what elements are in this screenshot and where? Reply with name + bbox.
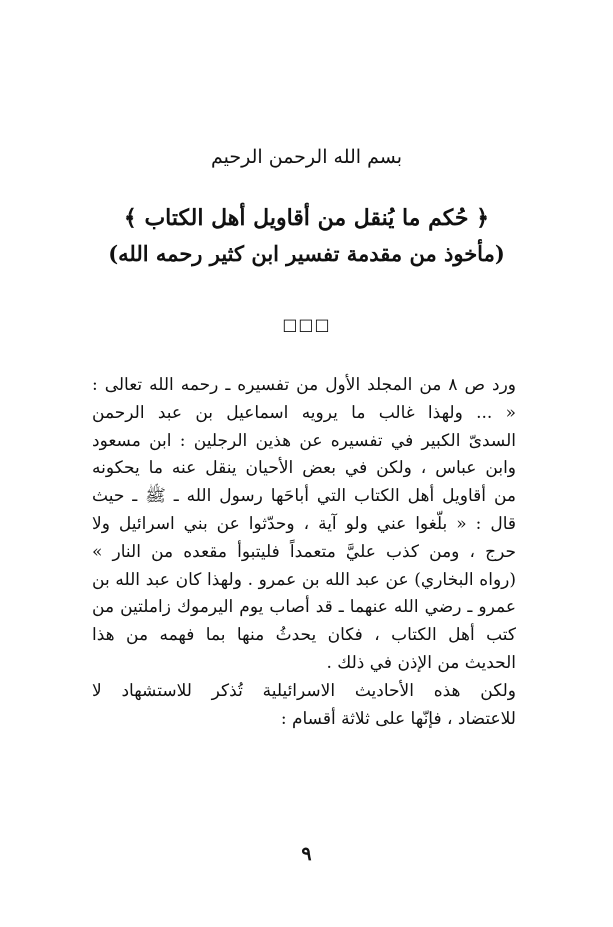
body-text [92,372,516,733]
chapter-subtitle: (مأخوذ من مقدمة تفسير ابن كثير رحمه الله) [108,241,505,266]
text-line: حرج ، ومن كذب عليَّ متعمداً فليتبوأ مقعده من النار » [92,541,516,562]
text-line: عمرو ـ رضي الله عنهما ـ قد أصاب يوم اليرموك زاملتين من [92,597,516,618]
text-line: للاعتضاد ، فإنّها على ثلاثة أقسام : [280,708,516,729]
text-line: « ... ولهذا غالب ما يرويه اسماعيل بن عبد الرحمن [92,402,516,423]
text-line: وابن عباس ، ولكن في بعض الأحيان ينقل عنه ما يحكونه [92,458,516,479]
text-line: كتب أهل الكتاب ، فكان يحدثُ منها بما فهمه من هذا [92,625,516,646]
section-ornament: □□□ [282,315,331,334]
text-line: ولكن هذه الأحاديث الاسرائيلية تُذكر للاستشهاد لا [92,680,516,701]
text-line: السدىّ الكبير في تفسيره عن هذين الرجلين : ابن مسعود [92,430,516,451]
text-line: الحديث من الإذن في ذلك . [326,652,516,673]
text-line: قال : « بلّغوا عني ولو آية ، وحدّثوا عن بني اسرائيل ولا [92,513,516,534]
text-line: (رواه البخاري) عن عبد الله بن عمرو . ولهذا كان عبد الله بن [92,569,516,590]
text-line: من أقاويل أهل الكتاب التي أباحَها رسول الله ـ ﷺ ـ حيث [92,486,516,507]
basmala: بسم الله الرحمن الرحيم [211,146,402,168]
text-line: ورد ص ٨ من المجلد الأول من تفسيره ـ رحمه الله تعالى : [92,375,516,395]
page-number: ٩ [301,843,312,865]
chapter-title: ﴿ حُكم ما يُنقل من أقاويل أهل الكتاب ﴾ [123,205,490,231]
